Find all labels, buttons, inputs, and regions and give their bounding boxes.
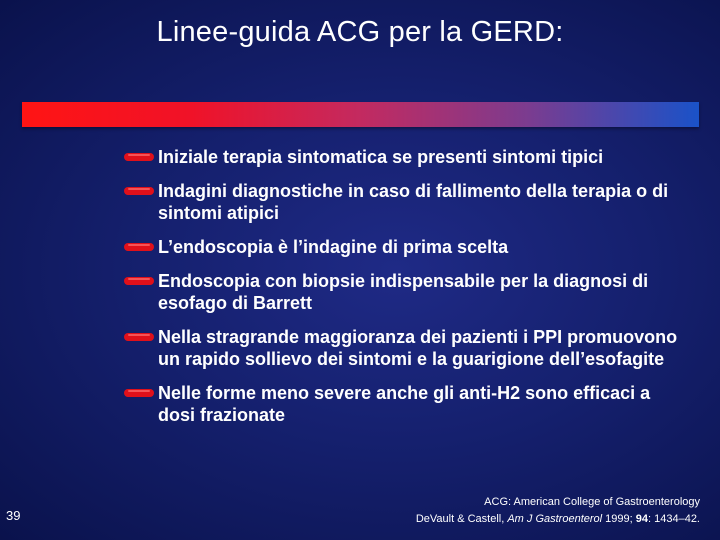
citation-year: 1999;	[602, 513, 636, 525]
bullet-text: Nella stragrande maggioranza dei pazienti i PPI promuovono un rapido sollievo dei sintomi e la guarigione dell’esofagite	[158, 327, 678, 369]
citation	[300, 511, 700, 528]
bullet-text: Iniziale terapia sintomatica se presenti sintomi tipici	[158, 147, 604, 167]
citation-volume: 94	[635, 513, 648, 525]
slide-title: Linee-guida ACG per la GERD:	[156, 16, 564, 48]
citation-authors: DeVault & Castell,	[415, 513, 508, 525]
bullet-item	[122, 146, 682, 168]
bullet-item	[122, 180, 682, 224]
citation-pages: : 1434–42.	[648, 513, 700, 525]
red-pill-bullet-icon	[124, 153, 154, 161]
bullet-item	[122, 270, 682, 314]
bullet-text: Endoscopia con biopsie indispensabile per la diagnosi di esofago di Barrett	[158, 271, 649, 313]
citation-journal: Am J Gastroenterol	[507, 513, 603, 525]
bullet-list	[122, 146, 682, 426]
bullet-text: Indagini diagnostiche in caso di fallimento della terapia o di sintomi atipici	[158, 181, 669, 223]
bullet-item	[122, 236, 682, 258]
reference-footer	[300, 494, 700, 528]
red-pill-bullet-icon	[124, 277, 154, 285]
bullet-item	[122, 326, 682, 370]
red-pill-bullet-icon	[124, 243, 154, 251]
red-pill-bullet-icon	[124, 389, 154, 397]
bullet-text: Nelle forme meno severe anche gli anti-H2 sono efficaci a dosi frazionate	[158, 383, 651, 425]
red-pill-bullet-icon	[124, 333, 154, 341]
red-pill-bullet-icon	[124, 187, 154, 195]
decorative-gradient-bar	[22, 102, 699, 127]
bullet-item	[122, 382, 682, 426]
slide-number: 39	[6, 508, 21, 523]
acg-definition: ACG: American College of Gastroenterology	[484, 496, 700, 508]
bullet-text: L’endoscopia è l’indagine di prima scelta	[158, 237, 509, 257]
